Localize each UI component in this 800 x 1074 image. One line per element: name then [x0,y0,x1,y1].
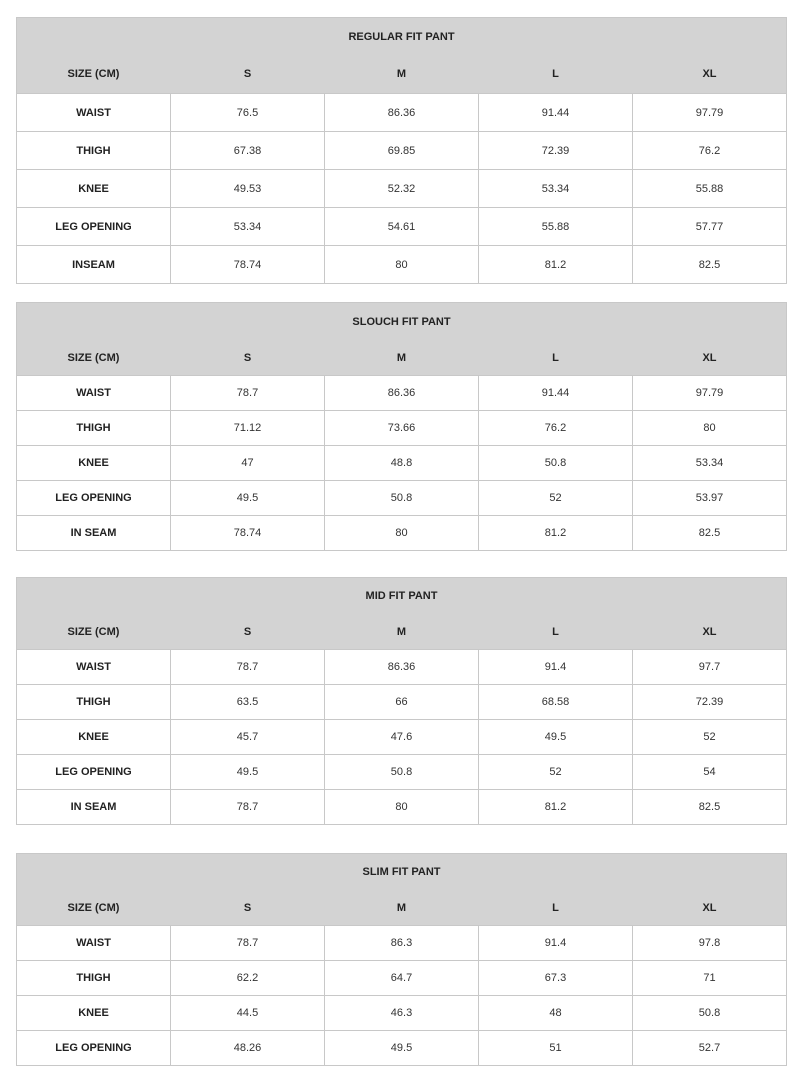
row-label: KNEE [17,446,171,481]
row-label: LEG OPENING [17,208,171,246]
table-cell: 47.6 [325,720,479,755]
row-label: KNEE [17,996,171,1031]
table-cell: 76.5 [171,94,325,132]
table-cell: 72.39 [479,132,633,170]
table-cell: 57.77 [633,208,787,246]
table-cell: 80 [325,246,479,284]
row-label: IN SEAM [17,790,171,825]
column-header-size: SIZE (CM) [17,890,171,926]
column-header-l: L [479,340,633,376]
table-cell: 78.7 [171,650,325,685]
table-cell: 78.7 [171,926,325,961]
column-header-l: L [479,614,633,650]
table-cell: 68.58 [479,685,633,720]
column-header-xl: XL [633,890,787,926]
table-cell: 46.3 [325,996,479,1031]
row-label: THIGH [17,685,171,720]
table-title: MID FIT PANT [17,578,787,615]
table-row [17,94,787,132]
table-cell: 47 [171,446,325,481]
column-header-l: L [479,55,633,94]
table-row [17,132,787,170]
table-cell: 82.5 [633,246,787,284]
table-cell: 76.2 [479,411,633,446]
table-cell: 82.5 [633,516,787,551]
table-cell: 52 [633,720,787,755]
table-cell: 97.8 [633,926,787,961]
table-cell: 63.5 [171,685,325,720]
table-title: REGULAR FIT PANT [17,18,787,56]
table-cell: 49.5 [171,755,325,790]
row-label: INSEAM [17,246,171,284]
row-label: THIGH [17,411,171,446]
table-cell: 80 [633,411,787,446]
table-title-row [17,18,787,56]
table-row [17,996,787,1031]
table-cell: 72.39 [633,685,787,720]
row-label: WAIST [17,376,171,411]
table-row [17,650,787,685]
table-cell: 86.36 [325,94,479,132]
table-cell: 91.4 [479,926,633,961]
table-cell: 69.85 [325,132,479,170]
table-cell: 52.7 [633,1031,787,1066]
table-row [17,961,787,996]
table-row [17,1031,787,1066]
table-row [17,446,787,481]
table-cell: 54 [633,755,787,790]
table-row [17,685,787,720]
table-cell: 50.8 [325,755,479,790]
column-header-l: L [479,890,633,926]
table-cell: 86.3 [325,926,479,961]
table-cell: 86.36 [325,376,479,411]
table-cell: 62.2 [171,961,325,996]
table-cell: 91.44 [479,94,633,132]
table-cell: 91.4 [479,650,633,685]
table-cell: 49.5 [325,1031,479,1066]
table-cell: 80 [325,790,479,825]
column-header-s: S [171,614,325,650]
column-header-m: M [325,614,479,650]
table-row [17,516,787,551]
table-row [17,790,787,825]
row-label: LEG OPENING [17,481,171,516]
table-row [17,926,787,961]
column-header-m: M [325,55,479,94]
table-cell: 78.74 [171,516,325,551]
table-cell: 86.36 [325,650,479,685]
table-cell: 53.34 [633,446,787,481]
table-cell: 48.8 [325,446,479,481]
table-row [17,720,787,755]
table-cell: 50.8 [325,481,479,516]
table-cell: 64.7 [325,961,479,996]
size-table-slouch-fit [16,302,787,551]
table-row [17,208,787,246]
row-label: WAIST [17,650,171,685]
table-cell: 67.38 [171,132,325,170]
column-header-xl: XL [633,55,787,94]
table-row [17,481,787,516]
table-row [17,170,787,208]
table-cell: 73.66 [325,411,479,446]
table-cell: 97.79 [633,376,787,411]
table-cell: 52 [479,755,633,790]
table-cell: 48 [479,996,633,1031]
table-title-row [17,303,787,341]
table-cell: 71.12 [171,411,325,446]
table-row [17,411,787,446]
table-title: SLOUCH FIT PANT [17,303,787,341]
row-label: IN SEAM [17,516,171,551]
table-cell: 97.7 [633,650,787,685]
table-cell: 53.34 [171,208,325,246]
table-cell: 82.5 [633,790,787,825]
table-cell: 78.7 [171,790,325,825]
size-table-slim-fit [16,853,787,1066]
table-cell: 45.7 [171,720,325,755]
table-cell: 67.3 [479,961,633,996]
table-cell: 55.88 [633,170,787,208]
table-cell: 53.97 [633,481,787,516]
table-row [17,246,787,284]
column-header-m: M [325,890,479,926]
table-cell: 53.34 [479,170,633,208]
table-cell: 66 [325,685,479,720]
row-label: WAIST [17,94,171,132]
table-row [17,755,787,790]
table-cell: 78.7 [171,376,325,411]
row-label: LEG OPENING [17,1031,171,1066]
row-label: THIGH [17,961,171,996]
table-cell: 44.5 [171,996,325,1031]
table-cell: 78.74 [171,246,325,284]
table-cell: 91.44 [479,376,633,411]
row-label: LEG OPENING [17,755,171,790]
table-cell: 49.53 [171,170,325,208]
column-header-s: S [171,55,325,94]
table-cell: 71 [633,961,787,996]
row-label: THIGH [17,132,171,170]
table-header-row [17,55,787,94]
table-header-row [17,614,787,650]
table-cell: 81.2 [479,790,633,825]
table-header-row [17,340,787,376]
column-header-m: M [325,340,479,376]
table-cell: 80 [325,516,479,551]
table-cell: 55.88 [479,208,633,246]
table-cell: 48.26 [171,1031,325,1066]
table-cell: 54.61 [325,208,479,246]
table-title: SLIM FIT PANT [17,854,787,891]
column-header-size: SIZE (CM) [17,340,171,376]
column-header-xl: XL [633,340,787,376]
table-cell: 49.5 [171,481,325,516]
size-table-mid-fit [16,577,787,825]
table-cell: 76.2 [633,132,787,170]
table-title-row [17,578,787,615]
size-table-regular-fit [16,17,787,284]
row-label: WAIST [17,926,171,961]
column-header-size: SIZE (CM) [17,614,171,650]
column-header-s: S [171,890,325,926]
table-cell: 97.79 [633,94,787,132]
column-header-xl: XL [633,614,787,650]
row-label: KNEE [17,720,171,755]
table-cell: 50.8 [479,446,633,481]
table-cell: 81.2 [479,516,633,551]
table-header-row [17,890,787,926]
table-cell: 50.8 [633,996,787,1031]
table-cell: 52 [479,481,633,516]
table-row [17,376,787,411]
table-cell: 51 [479,1031,633,1066]
column-header-s: S [171,340,325,376]
column-header-size: SIZE (CM) [17,55,171,94]
table-cell: 81.2 [479,246,633,284]
table-cell: 49.5 [479,720,633,755]
row-label: KNEE [17,170,171,208]
table-cell: 52.32 [325,170,479,208]
table-title-row [17,854,787,891]
